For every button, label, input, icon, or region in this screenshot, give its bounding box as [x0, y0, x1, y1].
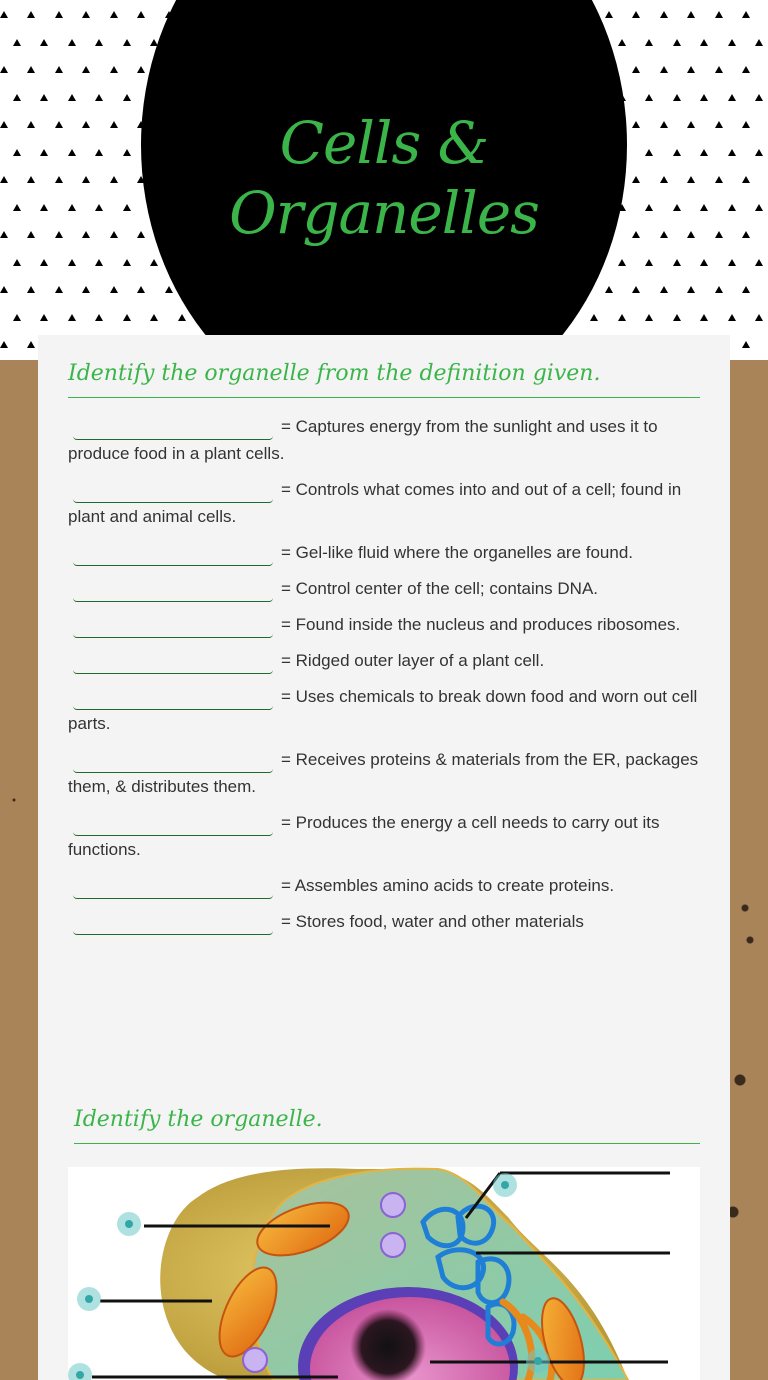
- definition-item: [68, 809, 702, 863]
- label-marker: [117, 1212, 141, 1236]
- definition-text: = Controls what comes into and out of a cell; found in plant and animal cells.: [68, 480, 682, 526]
- title-line-2: Organelles: [229, 179, 539, 247]
- definition-text: = Stores food, water and other materials: [281, 912, 584, 931]
- definition-item: [68, 872, 702, 899]
- label-marker: [77, 1287, 101, 1311]
- section-heading-diagram: Identify the organelle.: [74, 1105, 700, 1144]
- answer-blank[interactable]: [73, 878, 273, 899]
- definition-text: = Control center of the cell; contains DNA.: [281, 579, 599, 598]
- definition-item: [68, 476, 702, 530]
- page-title: [141, 108, 627, 248]
- definition-item: [68, 647, 702, 674]
- header-banner: [0, 0, 768, 360]
- definition-item: [68, 908, 702, 935]
- answer-blank[interactable]: [73, 419, 273, 440]
- definition-text: = Uses chemicals to break down food and worn out cell parts.: [68, 687, 698, 733]
- label-marker: [493, 1173, 517, 1197]
- definition-item: [68, 683, 702, 737]
- definition-item: [68, 575, 702, 602]
- section-heading-definitions: Identify the organelle from the definition given.: [68, 359, 700, 398]
- definition-item: [68, 539, 702, 566]
- definition-text: = Captures energy from the sunlight and uses it to produce food in a plant cells.: [68, 417, 658, 463]
- definition-text: = Produces the energy a cell needs to carry out its functions.: [68, 813, 660, 859]
- answer-blank[interactable]: [73, 689, 273, 710]
- label-marker: [68, 1363, 92, 1380]
- plant-cell-illustration: [68, 1167, 700, 1380]
- definition-text: = Gel-like fluid where the organelles are found.: [281, 543, 634, 562]
- answer-blank[interactable]: [73, 617, 273, 638]
- worksheet-panel: [38, 335, 730, 1380]
- answer-blank[interactable]: [73, 482, 273, 503]
- answer-blank[interactable]: [73, 815, 273, 836]
- definition-text: = Receives proteins & materials from the ER, packages them, & distributes them.: [68, 750, 699, 796]
- title-line-1: Cells &: [279, 109, 489, 177]
- label-marker: [526, 1349, 550, 1373]
- definition-text: = Assembles amino acids to create proteins.: [281, 876, 615, 895]
- definition-item: [68, 611, 702, 638]
- cell-diagram: [68, 1167, 700, 1380]
- definitions-list: [68, 413, 702, 944]
- answer-blank[interactable]: [73, 653, 273, 674]
- answer-blank[interactable]: [73, 581, 273, 602]
- definition-text: = Ridged outer layer of a plant cell.: [281, 651, 545, 670]
- definition-item: [68, 746, 702, 800]
- definition-text: = Found inside the nucleus and produces ribosomes.: [281, 615, 681, 634]
- answer-blank[interactable]: [73, 545, 273, 566]
- answer-blank[interactable]: [73, 914, 273, 935]
- answer-blank[interactable]: [73, 752, 273, 773]
- definition-item: [68, 413, 702, 467]
